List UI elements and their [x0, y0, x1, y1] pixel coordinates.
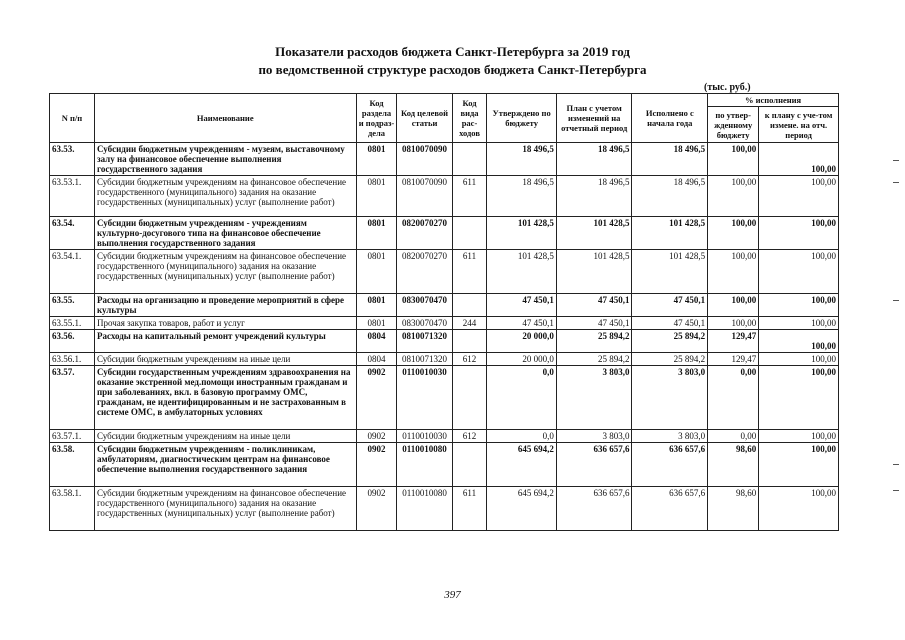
page-number: 397 — [444, 589, 461, 601]
row-section: 0902 — [356, 443, 397, 487]
header-section: Код раздела и подраз-дела — [356, 94, 397, 143]
row-num: 63.55.1. — [50, 317, 95, 330]
row-pct-plan: 100,00 — [759, 317, 839, 330]
table-row — [50, 487, 839, 531]
row-approved: 20 000,0 — [487, 353, 556, 366]
table-row — [50, 176, 839, 217]
row-name: Субсидии бюджетным учреждениям на финансовое обеспечение государственного (муниципального) задания на оказание государственных (муниципальных) услуг (выполнение работ) — [94, 176, 356, 217]
row-plan: 3 803,0 — [556, 366, 632, 430]
row-section: 0804 — [356, 330, 397, 353]
header-exec: Исполнено с начала года — [632, 94, 708, 143]
row-name: Расходы на капитальный ремонт учреждений культуры — [94, 330, 356, 353]
header-target: Код целевой статьи — [397, 94, 452, 143]
row-type: 611 — [452, 176, 487, 217]
row-num: 63.53.1. — [50, 176, 95, 217]
row-plan: 636 657,6 — [556, 487, 632, 531]
header-plan: План с учетом изменений на отчетный период — [556, 94, 632, 143]
margin-tick — [893, 490, 899, 491]
row-plan: 25 894,2 — [556, 353, 632, 366]
row-num: 63.54. — [50, 217, 95, 250]
row-target: 0810071320 — [397, 330, 452, 353]
row-approved: 101 428,5 — [487, 250, 556, 294]
row-type — [452, 443, 487, 487]
row-approved: 0,0 — [487, 366, 556, 430]
table-row — [50, 366, 839, 430]
row-type — [452, 294, 487, 317]
row-type — [452, 217, 487, 250]
row-pct-budget: 98,60 — [708, 443, 759, 487]
row-pct-budget: 100,00 — [708, 176, 759, 217]
row-pct-budget: 100,00 — [708, 217, 759, 250]
row-plan: 18 496,5 — [556, 176, 632, 217]
margin-tick — [893, 300, 899, 301]
row-approved: 20 000,0 — [487, 330, 556, 353]
row-type: 611 — [452, 250, 487, 294]
row-exec: 3 803,0 — [632, 366, 708, 430]
row-section: 0804 — [356, 353, 397, 366]
header-name: Наименование — [94, 94, 356, 143]
table-row — [50, 353, 839, 366]
margin-tick — [893, 182, 899, 183]
header-num: N п/п — [50, 94, 95, 143]
row-plan: 25 894,2 — [556, 330, 632, 353]
row-exec: 101 428,5 — [632, 250, 708, 294]
table-row — [50, 294, 839, 317]
row-section: 0801 — [356, 250, 397, 294]
row-target: 0830070470 — [397, 317, 452, 330]
table-row — [50, 443, 839, 487]
row-name: Субсидии бюджетным учреждениям - поликлиникам, амбулаториям, диагностическим центрам на финансовое обеспечение выполнения государственного задания — [94, 443, 356, 487]
row-pct-plan: 100,00 — [759, 430, 839, 443]
row-type: 611 — [452, 487, 487, 531]
row-section: 0902 — [356, 487, 397, 531]
row-target: 0810070090 — [397, 176, 452, 217]
row-num: 63.57. — [50, 366, 95, 430]
row-exec: 18 496,5 — [632, 176, 708, 217]
row-approved: 0,0 — [487, 430, 556, 443]
row-plan: 101 428,5 — [556, 250, 632, 294]
row-target: 0830070470 — [397, 294, 452, 317]
row-section: 0801 — [356, 317, 397, 330]
row-pct-plan: 100,00 — [759, 366, 839, 430]
row-pct-plan: 100,00 — [759, 353, 839, 366]
row-approved: 47 450,1 — [487, 317, 556, 330]
row-section: 0801 — [356, 176, 397, 217]
row-exec: 3 803,0 — [632, 430, 708, 443]
row-type — [452, 143, 487, 176]
table-row — [50, 330, 839, 353]
row-pct-plan: 100,00 — [759, 443, 839, 487]
row-pct-budget: 0,00 — [708, 366, 759, 430]
row-section: 0902 — [356, 430, 397, 443]
row-pct-budget: 100,00 — [708, 317, 759, 330]
row-name: Расходы на организацию и проведение мероприятий в сфере культуры — [94, 294, 356, 317]
row-name: Прочая закупка товаров, работ и услуг — [94, 317, 356, 330]
row-plan: 47 450,1 — [556, 294, 632, 317]
row-type: 612 — [452, 430, 487, 443]
row-approved: 18 496,5 — [487, 143, 556, 176]
row-section: 0902 — [356, 366, 397, 430]
row-num: 63.55. — [50, 294, 95, 317]
row-num: 63.57.1. — [50, 430, 95, 443]
table-row — [50, 250, 839, 294]
row-name: Субсидии бюджетным учреждениям на иные цели — [94, 430, 356, 443]
row-approved: 101 428,5 — [487, 217, 556, 250]
report-title-line2: по ведомственной структуре расходов бюджета Санкт-Петербурга — [258, 62, 647, 77]
row-target: 0110010030 — [397, 366, 452, 430]
row-pct-budget: 0,00 — [708, 430, 759, 443]
row-target: 0110010030 — [397, 430, 452, 443]
row-target: 0820070270 — [397, 250, 452, 294]
row-exec: 18 496,5 — [632, 143, 708, 176]
row-pct-plan: 100,00 — [759, 487, 839, 531]
row-pct-budget: 98,60 — [708, 487, 759, 531]
header-approved: Утверждено по бюджету — [487, 94, 556, 143]
row-plan: 636 657,6 — [556, 443, 632, 487]
row-type — [452, 330, 487, 353]
margin-tick — [893, 160, 899, 161]
row-target: 0820070270 — [397, 217, 452, 250]
row-exec: 47 450,1 — [632, 294, 708, 317]
row-exec: 636 657,6 — [632, 487, 708, 531]
row-pct-budget: 100,00 — [708, 143, 759, 176]
row-approved: 18 496,5 — [487, 176, 556, 217]
row-exec: 636 657,6 — [632, 443, 708, 487]
header-type: Код вида рас-ходов — [452, 94, 487, 143]
row-target: 0810071320 — [397, 353, 452, 366]
report-title-line1: Показатели расходов бюджета Санкт-Петербурга за 2019 год — [275, 44, 630, 59]
row-plan: 101 428,5 — [556, 217, 632, 250]
budget-table — [49, 93, 839, 531]
row-exec: 25 894,2 — [632, 330, 708, 353]
row-section: 0801 — [356, 143, 397, 176]
row-pct-budget: 129,47 — [708, 330, 759, 353]
row-num: 63.56.1. — [50, 353, 95, 366]
row-exec: 25 894,2 — [632, 353, 708, 366]
table-row — [50, 317, 839, 330]
row-num: 63.58. — [50, 443, 95, 487]
row-name: Субсидии бюджетным учреждениям на иные цели — [94, 353, 356, 366]
row-target: 0110010080 — [397, 443, 452, 487]
row-type — [452, 366, 487, 430]
row-exec: 47 450,1 — [632, 317, 708, 330]
margin-tick — [893, 464, 899, 465]
row-approved: 47 450,1 — [487, 294, 556, 317]
row-section: 0801 — [356, 294, 397, 317]
header-pct-group: % исполнения — [708, 94, 839, 107]
row-num: 63.54.1. — [50, 250, 95, 294]
row-section: 0801 — [356, 217, 397, 250]
header-pct-budget: по утвер-жденному бюджету — [708, 107, 759, 143]
table-row — [50, 143, 839, 176]
row-name: Субсидии бюджетным учреждениям на финансовое обеспечение государственного (муниципального) задания на оказание государственных (муниципальных) услуг (выполнение работ) — [94, 250, 356, 294]
row-pct-plan: 100,00 — [759, 330, 839, 353]
row-num: 63.56. — [50, 330, 95, 353]
row-type: 244 — [452, 317, 487, 330]
row-pct-plan: 100,00 — [759, 217, 839, 250]
row-name: Субсидии государственным учреждениям здравоохранения на оказание экстренной мед.помощи иностранным гражданам и при заболеваниях, вкл. в базовую программу ОМС, гражданам, не идентифицированным и не застрахованным в системе ОМС, в амбулаторных условиях — [94, 366, 356, 430]
row-name: Субсидии бюджетным учреждениям - музеям, выставочному залу на финансовое обеспечение выполнения государственного задания — [94, 143, 356, 176]
row-target: 0810070090 — [397, 143, 452, 176]
row-pct-budget: 100,00 — [708, 294, 759, 317]
row-plan: 18 496,5 — [556, 143, 632, 176]
row-plan: 3 803,0 — [556, 430, 632, 443]
row-exec: 101 428,5 — [632, 217, 708, 250]
row-target: 0110010080 — [397, 487, 452, 531]
row-approved: 645 694,2 — [487, 443, 556, 487]
row-approved: 645 694,2 — [487, 487, 556, 531]
header-pct-plan: к плану с уче-том измене. на отч. период — [759, 107, 839, 143]
row-num: 63.58.1. — [50, 487, 95, 531]
row-num: 63.53. — [50, 143, 95, 176]
row-pct-plan: 100,00 — [759, 176, 839, 217]
row-pct-budget: 129,47 — [708, 353, 759, 366]
row-plan: 47 450,1 — [556, 317, 632, 330]
row-name: Субсидии бюджетным учреждениям на финансовое обеспечение государственного (муниципального) задания на оказание государственных (муниципальных) услуг (выполнение работ) — [94, 487, 356, 531]
row-pct-budget: 100,00 — [708, 250, 759, 294]
table-row — [50, 217, 839, 250]
row-pct-plan: 100,00 — [759, 143, 839, 176]
row-type: 612 — [452, 353, 487, 366]
row-pct-plan: 100,00 — [759, 250, 839, 294]
units-label: (тыс. руб.) — [704, 82, 751, 93]
row-name: Субсидии бюджетным учреждениям - учреждениям культурно-досугового типа на финансовое обеспечение выполнения государственного задания — [94, 217, 356, 250]
row-pct-plan: 100,00 — [759, 294, 839, 317]
table-row — [50, 430, 839, 443]
